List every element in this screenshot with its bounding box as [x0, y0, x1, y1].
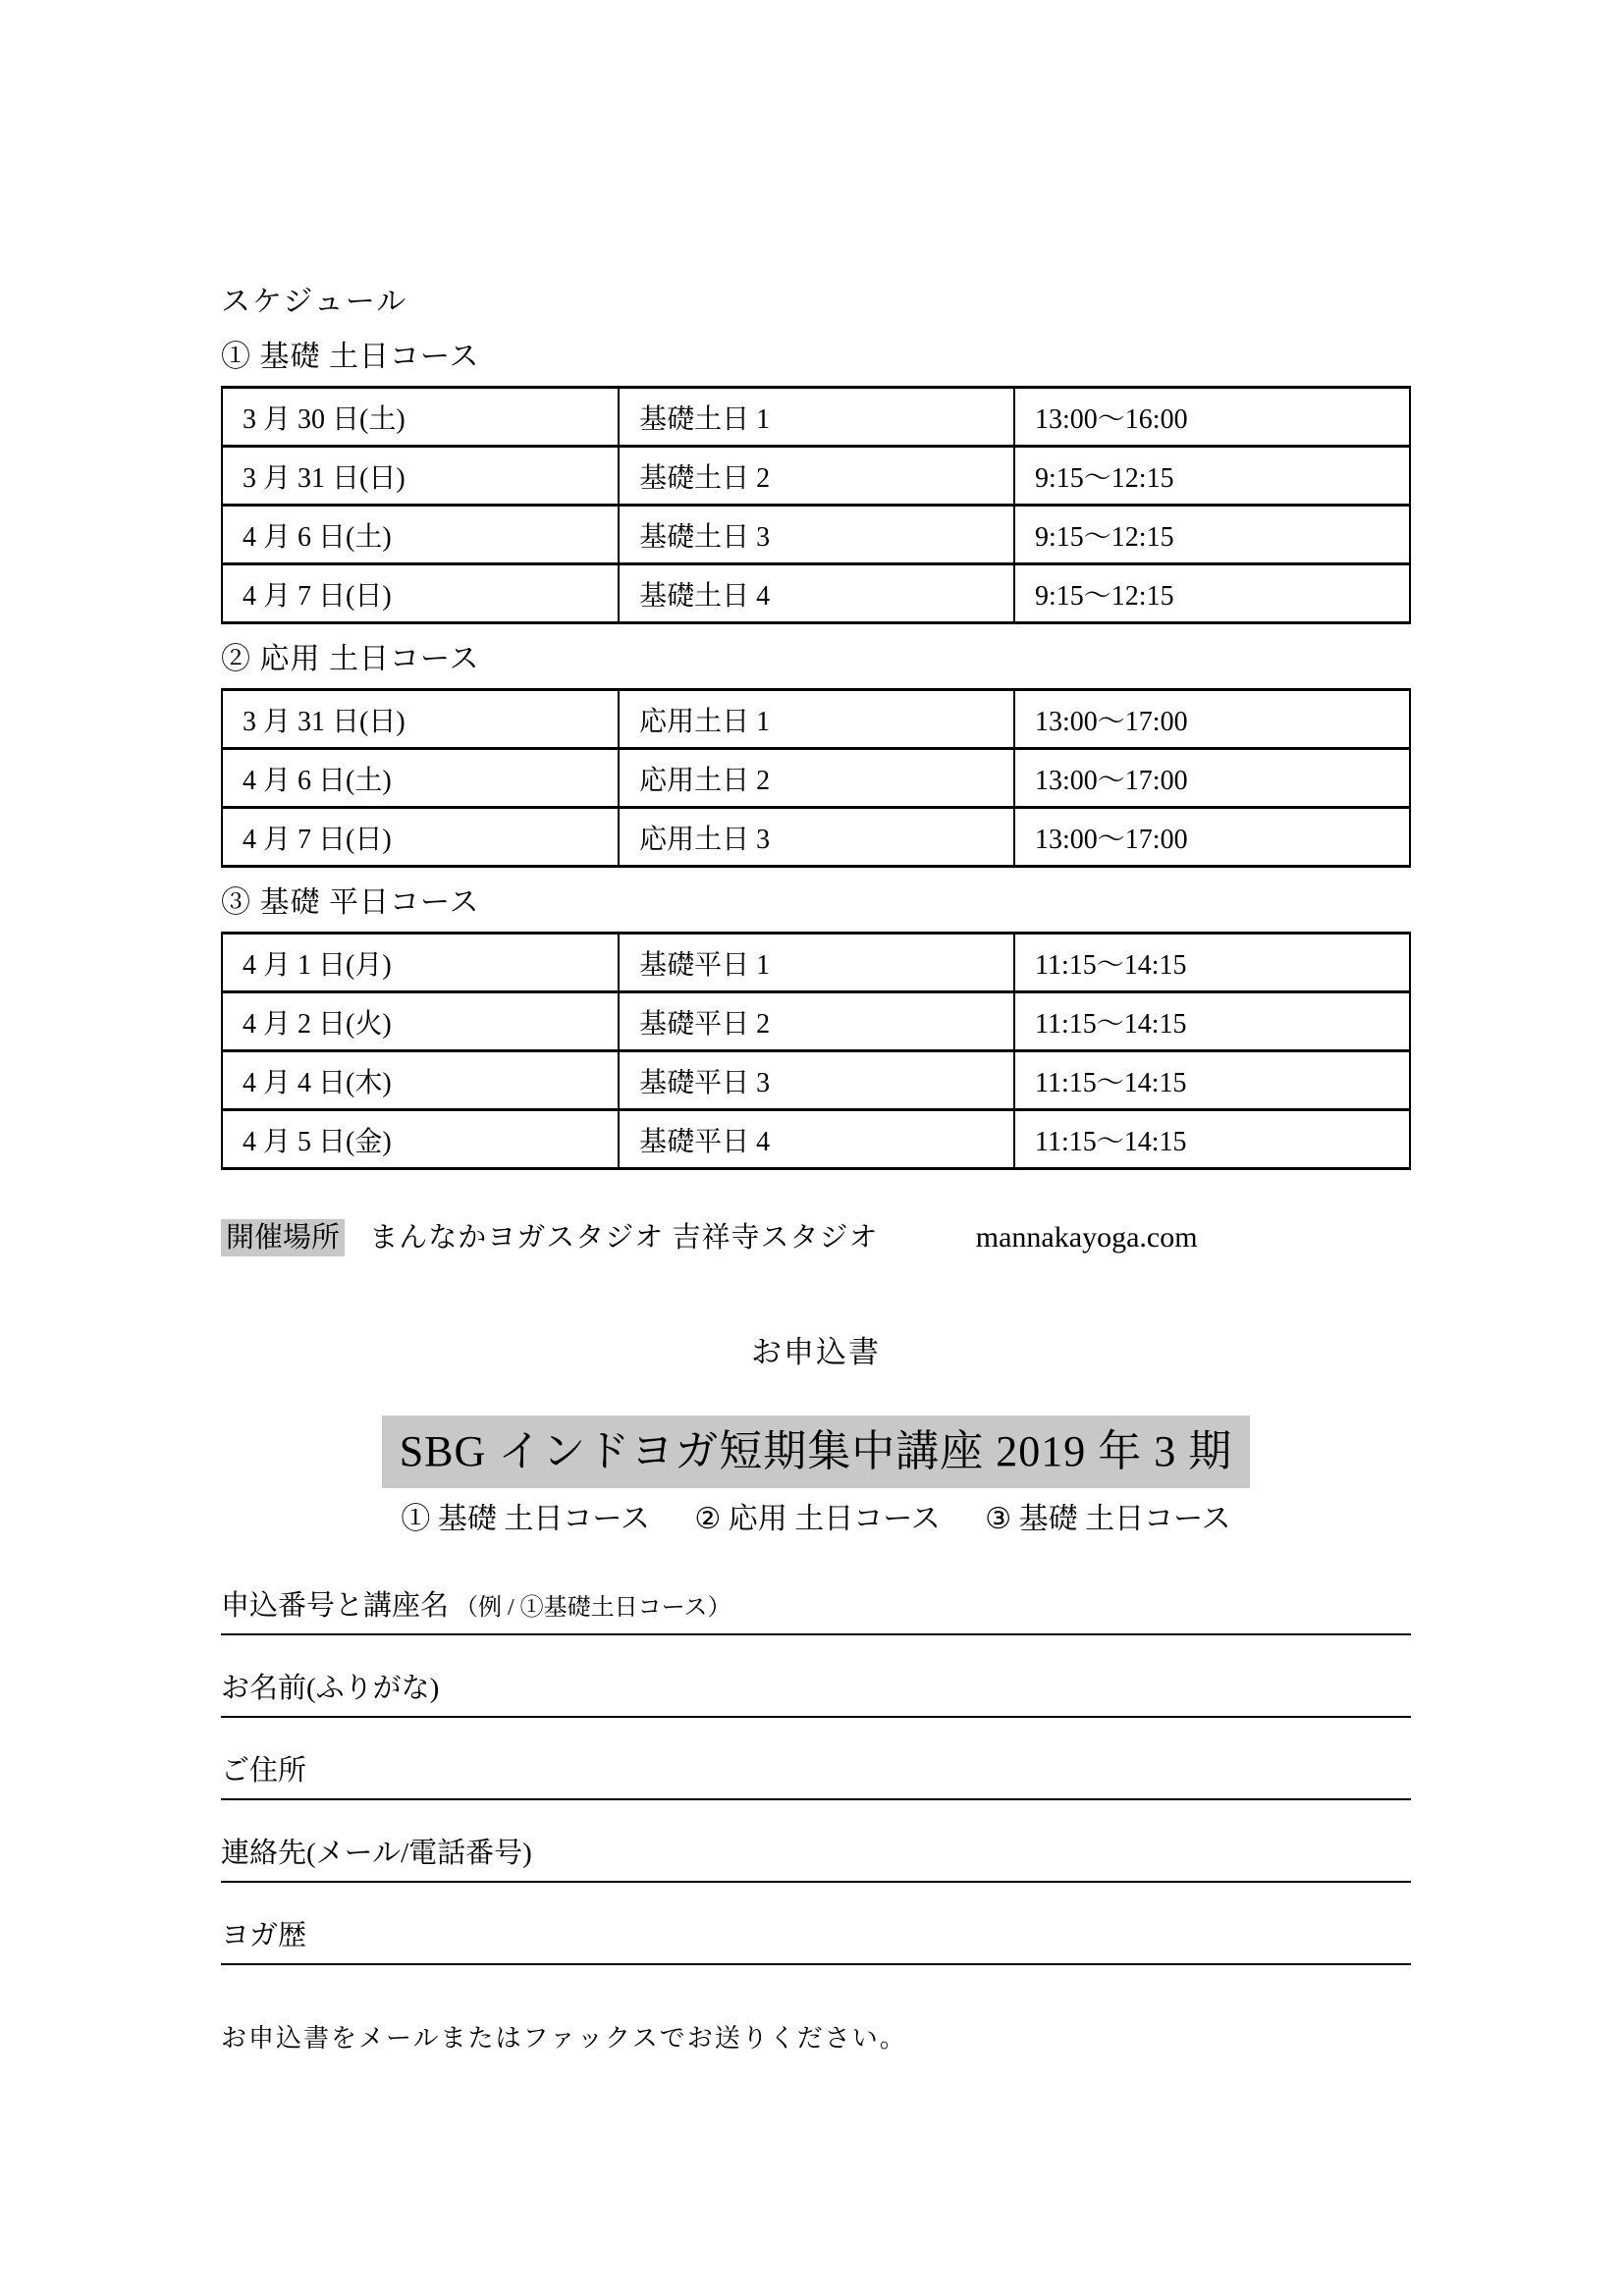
course-cell: 基礎平日 3: [619, 1051, 1014, 1110]
date-cell: 3 月 31 日(日): [222, 447, 619, 506]
form-field-yoga-history: [221, 1916, 1411, 1965]
course-cell: 応用土日 2: [619, 749, 1014, 808]
schedule-table-basic-weekday: [221, 932, 1411, 1170]
date-cell: 4 月 6 日(土): [222, 506, 619, 564]
page-content: [221, 0, 1411, 2057]
time-cell: 11:15～14:15: [1014, 934, 1410, 992]
venue-name: まんなかヨガスタジオ 吉祥寺スタジオ: [369, 1222, 879, 1254]
date-cell: 4 月 5 日(金): [222, 1110, 619, 1169]
date-cell: 4 月 7 日(日): [222, 808, 619, 867]
field-label: 連絡先(メール/電話番号): [221, 1838, 532, 1869]
date-cell: 4 月 2 日(火): [222, 992, 619, 1051]
time-cell: 11:15～14:15: [1014, 1110, 1410, 1169]
field-label: 申込番号と講座名: [221, 1590, 450, 1622]
venue-label: 開催場所: [221, 1219, 345, 1256]
course-options-line: [221, 1498, 1411, 1541]
time-cell: 9:15～12:15: [1014, 506, 1410, 564]
venue-website: mannakayoga.com: [975, 1221, 1198, 1254]
course-cell: 基礎土日 2: [619, 447, 1014, 506]
field-label: ヨガ歴: [221, 1920, 307, 1951]
form-field-course-number: [221, 1586, 1411, 1635]
course-cell: 基礎平日 1: [619, 934, 1014, 992]
time-cell: 13:00～17:00: [1014, 808, 1410, 867]
submission-instruction: お申込書をメールまたはファックスでお送りください。: [221, 2024, 907, 2053]
date-cell: 4 月 1 日(月): [222, 934, 619, 992]
table-row: [222, 1051, 1410, 1110]
time-cell: 9:15～12:15: [1014, 447, 1410, 506]
course-option-2: ② 応用 土日コース: [694, 1503, 941, 1535]
table-row: [222, 447, 1410, 506]
course-cell: 応用土日 1: [619, 690, 1014, 749]
table-row: [222, 934, 1410, 992]
course-title: SBG インドヨガ短期集中講座 2019 年 3 期: [382, 1415, 1251, 1488]
time-cell: 11:15～14:15: [1014, 1051, 1410, 1110]
date-cell: 4 月 6 日(土): [222, 749, 619, 808]
form-field-address: [221, 1751, 1411, 1800]
table-row: [222, 1110, 1410, 1169]
course-cell: 応用土日 3: [619, 808, 1014, 867]
course-cell: 基礎平日 4: [619, 1110, 1014, 1169]
form-field-contact: [221, 1834, 1411, 1883]
date-cell: 4 月 4 日(木): [222, 1051, 619, 1110]
course-cell: 基礎土日 4: [619, 564, 1014, 623]
table-row: [222, 564, 1410, 623]
date-cell: 3 月 31 日(日): [222, 690, 619, 749]
section-title-basic-weekend: ① 基礎 土日コース: [221, 341, 480, 373]
table-row: [222, 808, 1410, 867]
time-cell: 9:15～12:15: [1014, 564, 1410, 623]
time-cell: 13:00～16:00: [1014, 388, 1410, 447]
schedule-table-advanced-weekend: [221, 688, 1411, 868]
date-cell: 3 月 30 日(土): [222, 388, 619, 447]
course-option-3: ③ 基礎 土日コース: [985, 1503, 1231, 1535]
field-label: ご住所: [221, 1755, 307, 1787]
section-title-basic-weekday: ③ 基礎 平日コース: [221, 886, 480, 919]
time-cell: 13:00～17:00: [1014, 690, 1410, 749]
form-field-name: [221, 1669, 1411, 1718]
table-row: [222, 992, 1410, 1051]
course-cell: 基礎平日 2: [619, 992, 1014, 1051]
course-title-row: [221, 1415, 1411, 1488]
table-row: [222, 506, 1410, 564]
course-option-1: ① 基礎 土日コース: [401, 1503, 650, 1535]
schedule-heading: スケジュール: [221, 286, 408, 318]
schedule-table-basic-weekend: [221, 386, 1411, 624]
field-label: お名前(ふりがな): [221, 1673, 440, 1704]
course-cell: 基礎土日 1: [619, 388, 1014, 447]
venue-line: [221, 1217, 1411, 1258]
course-cell: 基礎土日 3: [619, 506, 1014, 564]
table-row: [222, 690, 1410, 749]
application-heading: お申込書: [751, 1335, 881, 1369]
table-row: [222, 388, 1410, 447]
field-note: （例 / ①基礎土日コース）: [455, 1595, 731, 1621]
time-cell: 11:15～14:15: [1014, 992, 1410, 1051]
section-title-advanced-weekend: ② 応用 土日コース: [221, 643, 480, 675]
time-cell: 13:00～17:00: [1014, 749, 1410, 808]
table-row: [222, 749, 1410, 808]
date-cell: 4 月 7 日(日): [222, 564, 619, 623]
